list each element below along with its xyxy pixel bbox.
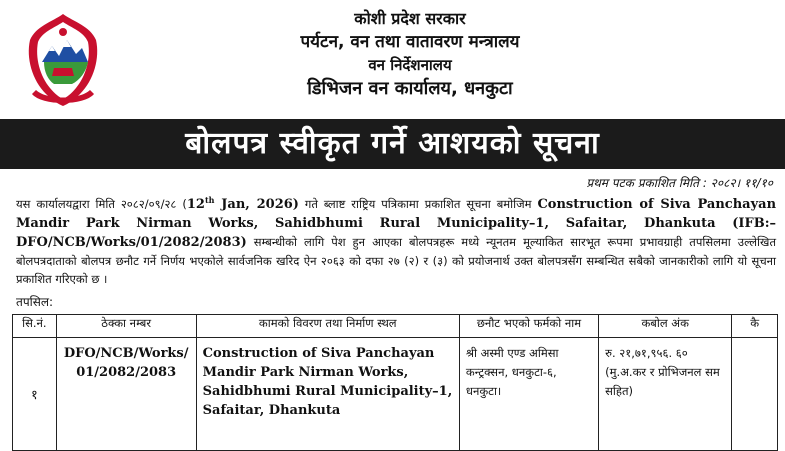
province-name: कोशी प्रदेश सरकार [354,9,466,28]
row-contract-no: DFO/NCB/Works/ 01/2082/2083 [56,338,196,451]
body-date-sup: th [204,195,215,205]
row-firm: श्री अस्मी एण्ड अमिसा कन्ट्रक्सन, धनकुटा-६, धनकुटा। [459,338,598,451]
province-emblem-icon [22,10,104,110]
col-amount: कबोल अंक [599,315,732,338]
table-header-row [13,315,778,338]
body-intro: यस कार्यालयद्वारा मिति २०८२/०९/२८ ( [16,197,187,211]
col-remarks: कै [732,315,778,338]
row-amount-note: (मु.अ.कर र प्रोभिजनल सम सहित) [605,365,720,398]
row-remarks [732,338,778,451]
notice-title-banner: बोलपत्र स्वीकृत गर्ने आशयको सूचना [0,119,785,169]
body-date-rest: Jan, 2026) [214,197,299,212]
publication-date: प्रथम पटक प्रकाशित मिति : २०८२। ११/१० [586,176,773,190]
body-tail: सम्बन्धीको लागि पेश हुन आएका बोलपत्रहरू मध्ये न्यूनतम मूल्याकित सारभूत रूपमा प्रभावग्राही तपसिलमा उल्लेखित बोलपत्रदाताको बोलपत्र छनौट गर्ने निर्णय भएकोले सार्वजनिक खरिद ऐन २०६३ को दफा २७ (२) र (३) को प्रयोजनार्थ उक्त बोलपत्रसँग सम्बन्धित सबैको जानकारीको लागि यो सूचना प्रकाशित गरिएको छ । [16,235,776,286]
notice-header [0,0,785,118]
col-firm: छनौट भएको फर्मको नाम [459,315,598,338]
row-sn: १ [13,338,57,451]
row-amount: रु. २१,७१,९५६. ६० [605,346,688,360]
col-sn: सि.नं. [13,315,57,338]
tapasil-label: तपसिल: [16,295,54,309]
office-name: डिभिजन वन कार्यालय, धनकुटा [307,78,513,99]
table-row [13,338,778,451]
body-text: गते ब्लाष्ट राष्ट्रिय पत्रिकामा प्रकाशित सूचना बमोजिम [298,197,538,211]
row-work-desc: Construction of Siva Panchayan Mandir Park Nirman Works, Sahidbhumi Rural Municipality–1, Safaitar, Dhankuta [196,338,459,451]
award-table [12,314,778,451]
directorate-name: वन निर्देशनालय [368,56,452,74]
body-date-day: 12 [186,197,205,212]
col-work-desc: कामको विवरण तथा निर्माण स्थल [196,315,459,338]
col-contract-no: ठेक्का नम्बर [56,315,196,338]
ministry-name: पर्यटन, वन तथा वातावरण मन्त्रालय [300,32,520,52]
row-amount-cell [599,338,732,451]
notice-body [16,191,776,288]
project-title: Construction of Siva Panchayan Mandir Park Nirman Works, Sahidbhumi Rural Municipality–1, Safaitar, Dhankuta (IFB:– DFO/NCB/Works/01/2082/2083) [16,197,777,250]
